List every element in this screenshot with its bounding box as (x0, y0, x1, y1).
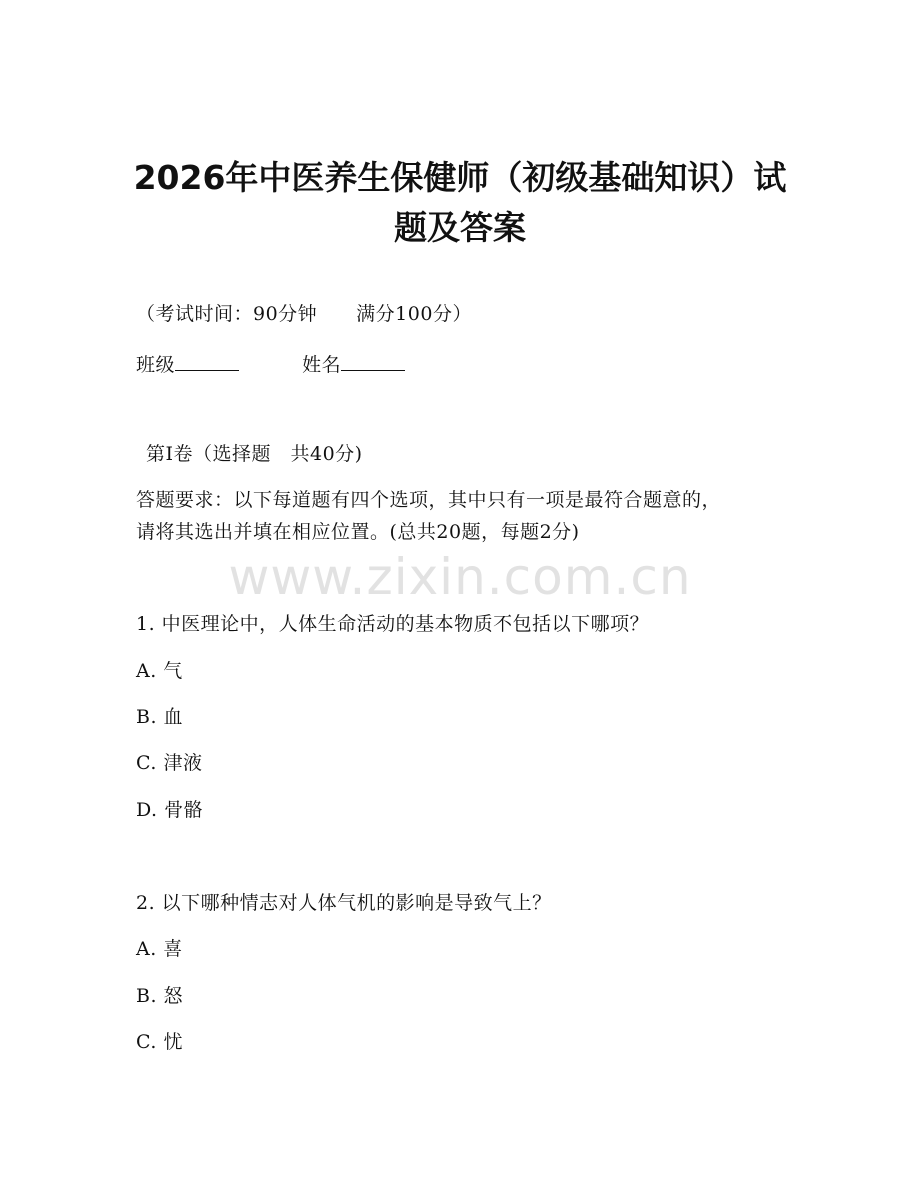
instructions-line-2: 请将其选出并填在相应位置。(总共20题，每题2分) (136, 521, 580, 543)
question-1-option-d: D. 骨骼 (136, 799, 204, 821)
question-2-option-c: C. 忧 (136, 1031, 183, 1053)
instructions-line-1: 答题要求：以下每道题有四个选项，其中只有一项是最符合题意的， (136, 489, 722, 511)
class-label: 班级 (136, 354, 176, 376)
student-info-row (136, 350, 405, 377)
document-title-line-1: 2026年中医养生保健师（初级基础知识）试 (133, 158, 787, 197)
question-1-stem: 1. 中医理论中，人体生命活动的基本物质不包括以下哪项？ (136, 613, 650, 635)
class-blank[interactable] (175, 350, 239, 371)
question-1-option-a: A. 气 (136, 660, 183, 682)
question-2-option-a: A. 喜 (136, 938, 183, 960)
name-blank[interactable] (341, 350, 405, 371)
question-2-option-b: B. 怒 (136, 985, 184, 1007)
name-label: 姓名 (302, 354, 342, 376)
section-title: 第Ⅰ卷（选择题 共40分) (146, 443, 363, 465)
question-2-stem: 2. 以下哪种情志对人体气机的影响是导致气上？ (136, 892, 552, 914)
question-1-option-b: B. 血 (136, 706, 184, 728)
watermark: www.zixin.com.cn (228, 548, 692, 606)
question-1-option-c: C. 津液 (136, 752, 203, 774)
document-title-line-2: 题及答案 (394, 208, 526, 247)
exam-info: （考试时间：90分钟 满分100分） (136, 303, 472, 325)
